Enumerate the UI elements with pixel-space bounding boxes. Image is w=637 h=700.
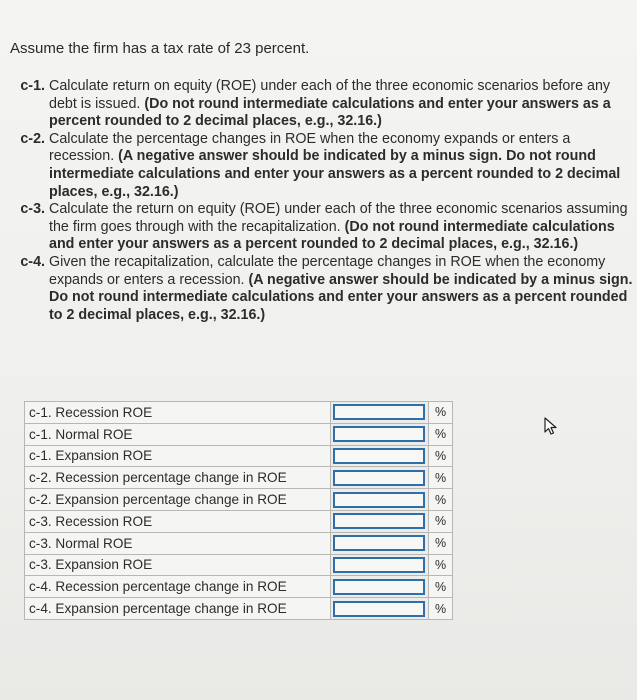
table-row (25, 402, 453, 424)
percent-unit: % (429, 576, 453, 598)
question-text: Calculate the percentage changes in ROE when the economy expands or enters a recession. (49, 130, 571, 165)
question-instruction: (A negative answer should be indicated by a minus sign. Do not round intermediate calculations and enter your answers as a percent rounded to 2 decimal places, e.g., 32.16.) (49, 271, 633, 323)
row-label: c-1. Recession ROE (25, 402, 331, 424)
table-row (25, 467, 453, 489)
question-text: Given the recapitalization, calculate the percentage changes in ROE when the economy expands or enters a recession. (49, 253, 606, 288)
question-text: Calculate return on equity (ROE) under each of the three economic scenarios before any debt is issued. (49, 78, 611, 112)
percent-unit: % (429, 532, 453, 554)
table-row (25, 532, 453, 554)
table-row (25, 489, 453, 511)
answer-input-c3-recession[interactable] (333, 513, 425, 529)
table-row (25, 576, 453, 598)
table-row (25, 510, 453, 532)
question-list (12, 78, 634, 324)
answer-input-c2-expansion[interactable] (333, 492, 425, 508)
row-label: c-4. Recession percentage change in ROE (25, 576, 331, 598)
question-label: c-2. (20, 130, 45, 147)
question-label: c-4. (20, 253, 45, 270)
percent-unit: % (429, 554, 453, 576)
row-label: c-3. Expansion ROE (25, 554, 331, 576)
percent-unit: % (429, 402, 453, 424)
answer-table (24, 401, 453, 620)
row-label: c-3. Normal ROE (25, 532, 331, 554)
percent-unit: % (429, 510, 453, 532)
question-instruction: (Do not round intermediate calculations and enter your answers as a percent rounded to 2 decimal places, e.g., 32.16.) (49, 218, 615, 253)
row-label: c-2. Expansion percentage change in ROE (25, 489, 331, 511)
answer-input-c1-recession[interactable] (333, 404, 425, 420)
question-instruction: (A negative answer should be indicated by a minus sign. Do not round intermediate calculations and enter your answers as a percent rounded to 2 decimal places, e.g., 32.16.) (49, 148, 621, 200)
question-label: c-3. (20, 201, 45, 218)
row-label: c-1. Normal ROE (25, 423, 331, 445)
answer-input-c3-expansion[interactable] (333, 557, 425, 573)
answer-input-c4-expansion[interactable] (333, 601, 425, 617)
question-c2 (12, 131, 634, 201)
table-row (25, 445, 453, 467)
row-label: c-3. Recession ROE (25, 510, 331, 532)
answer-input-c1-normal[interactable] (333, 426, 425, 442)
question-c3 (12, 201, 634, 254)
percent-unit: % (429, 467, 453, 489)
row-label: c-4. Expansion percentage change in ROE (25, 598, 331, 620)
mouse-pointer-icon (543, 417, 559, 435)
percent-unit: % (429, 489, 453, 511)
row-label: c-2. Recession percentage change in ROE (25, 467, 331, 489)
percent-unit: % (429, 598, 453, 620)
question-label: c-1. (20, 78, 45, 94)
intro-text: Assume the firm has a tax rate of 23 percent. (10, 40, 310, 57)
answer-input-c4-recession[interactable] (333, 579, 425, 595)
question-text: Calculate the return on equity (ROE) under each of the three economic scenarios assuming the firm goes through with the recapitalization. (49, 201, 628, 235)
question-c1 (12, 78, 634, 131)
answer-input-c3-normal[interactable] (333, 535, 425, 551)
question-c4 (12, 254, 634, 324)
percent-unit: % (429, 445, 453, 467)
row-label: c-1. Expansion ROE (25, 445, 331, 467)
table-row (25, 423, 453, 445)
answer-input-c2-recession[interactable] (333, 470, 425, 486)
percent-unit: % (429, 423, 453, 445)
question-instruction: (Do not round intermediate calculations and enter your answers as a percent rounded to 2 decimal places, e.g., 32.16.) (49, 95, 611, 130)
table-row (25, 554, 453, 576)
table-row (25, 598, 453, 620)
answer-input-c1-expansion[interactable] (333, 448, 425, 464)
